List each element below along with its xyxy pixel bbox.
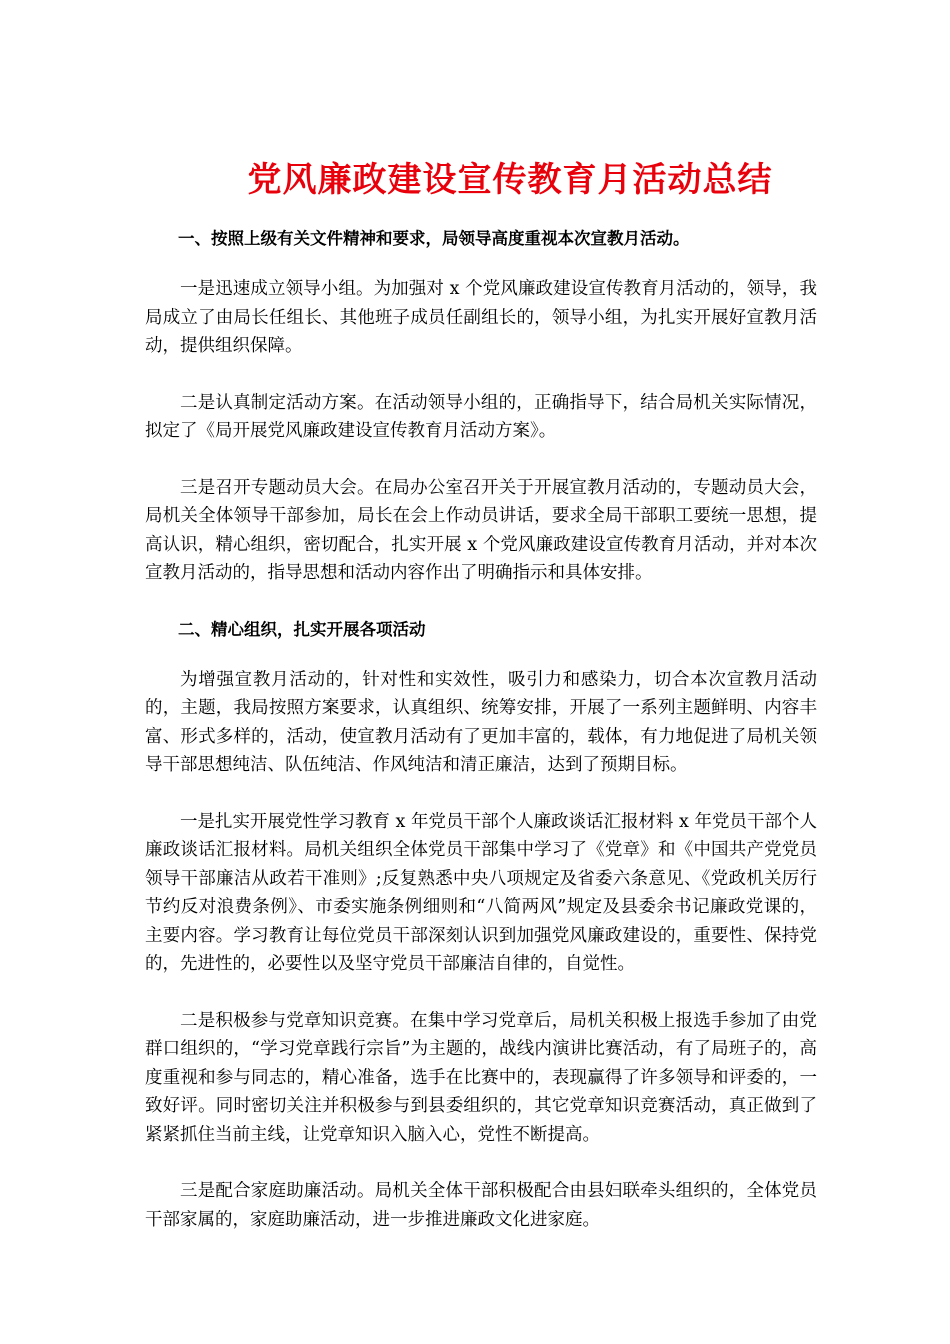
- section-heading-1: 一、按照上级有关文件精神和要求，局领导高度重视本次宣教月活动。: [178, 229, 690, 248]
- paragraph: 三是召开专题动员大会。在局办公室召开关于开展宣教月活动的，专题动员大会，局机关全体领导干部参加，局长在会上作动员讲话，要求全局干部职工要统一思想，提高认识，精心组织，密切配合，扎实开展 x 个党风廉政建设宣传教育月活动，并对本次宣教月活动的，指导思想和活动内容作出了明确指示和具体安排。: [145, 477, 817, 583]
- paragraph: 一是扎实开展党性学习教育 x 年党员干部个人廉政谈话汇报材料 x 年党员干部个人廉政谈话汇报材料。局机关组织全体党员干部集中学习了《党章》和《中国共产党党员领导干部廉洁从政若干准则》;反复熟悉中央八项规定及省委六条意见、《党政机关厉行节约反对浪费条例》、市委实施条例细则和“八简两风”规定及县委余书记廉政党课的，主要内容。学习教育让每位党员干部深刻认识到加强党风廉政建设的，重要性、保持党的，先进性的，必要性以及坚守党员干部廉洁自律的，自觉性。: [145, 811, 817, 974]
- document-title: 党风廉政建设宣传教育月活动总结: [247, 160, 773, 200]
- paragraph: 二是认真制定活动方案。在活动领导小组的，正确指导下，结合局机关实际情况，拟定了《局开展党风廉政建设宣传教育月活动方案》。: [145, 392, 817, 441]
- document-body: [145, 225, 817, 1234]
- paragraph: 为增强宣教月活动的，针对性和实效性，吸引力和感染力，切合本次宣教月活动的，主题，我局按照方案要求，认真组织、统筹安排，开展了一系列主题鲜明、内容丰富、形式多样的，活动，使宣教月活动有了更加丰富的，载体，有力地促进了局机关领导干部思想纯洁、队伍纯洁、作风纯洁和清正廉洁，达到了预期目标。: [145, 669, 817, 775]
- section-heading-2: 二、精心组织，扎实开展各项活动: [178, 619, 426, 639]
- paragraph: 一是迅速成立领导小组。为加强对 x 个党风廉政建设宣传教育月活动的，领导，我局成立了由局长任组长、其他班子成员任副组长的，领导小组，为扎实开展好宣教月活动，提供组织保障。: [145, 279, 817, 356]
- paragraph: 二是积极参与党章知识竞赛。在集中学习党章后，局机关积极上报选手参加了由党群口组织的，“学习党章践行宗旨”为主题的，战线内演讲比赛活动，有了局班子的，高度重视和参与同志的，精心准备，选手在比赛中的，表现赢得了许多领导和评委的，一致好评。同时密切关注并积极参与到县委组织的，其它党章知识竞赛活动，真正做到了紧紧抓住当前主线，让党章知识入脑入心，党性不断提高。: [145, 1010, 817, 1145]
- paragraph: 三是配合家庭助廉活动。局机关全体干部积极配合由县妇联牵头组织的，全体党员干部家属的，家庭助廉活动，进一步推进廉政文化进家庭。: [145, 1181, 817, 1230]
